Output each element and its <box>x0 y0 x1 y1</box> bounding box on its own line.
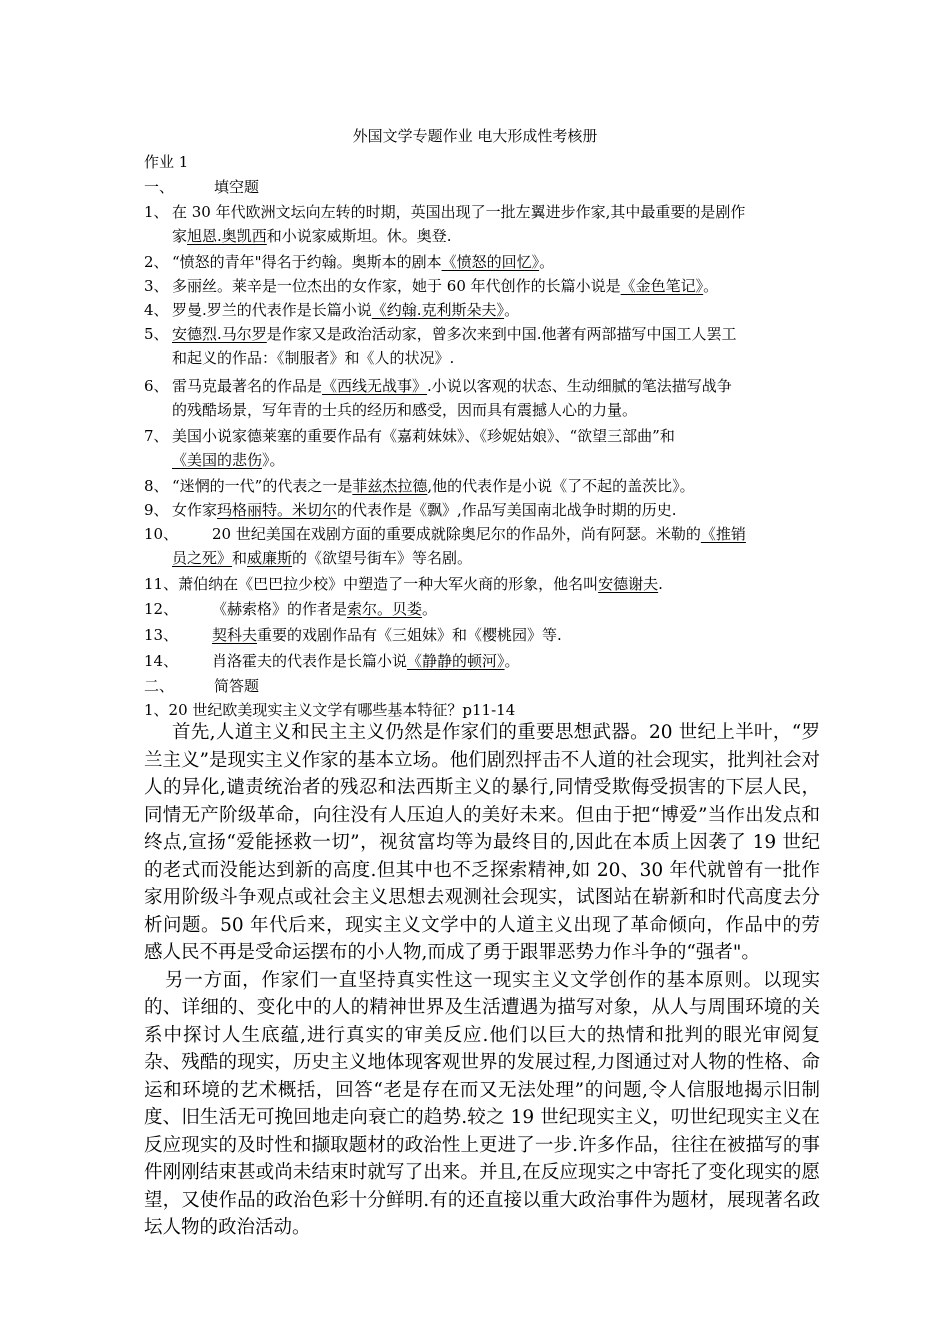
section-heading-short-answer <box>144 674 259 698</box>
question-12 <box>144 597 814 621</box>
section-label: 简答题 <box>214 677 260 695</box>
question-text: 多丽丝。莱辛是一位杰出的女作家，她于 60 年代创作的长篇小说是 <box>172 277 621 295</box>
question-text: 肖洛霍夫的代表作是长篇小说 <box>212 652 408 670</box>
question-1 <box>144 200 814 248</box>
answer-blank: 安德谢夫 <box>598 575 659 593</box>
question-text: “迷惘的一代”的代表之一是 <box>172 477 353 495</box>
question-13 <box>144 623 814 647</box>
question-number: 2、 <box>144 253 169 271</box>
answer-blank: 契科夫 <box>212 626 258 644</box>
question-6 <box>144 374 814 422</box>
answer-blank: 《金色笔记》 <box>620 277 704 295</box>
answer-blank: 旭恩.奥凯西 <box>187 227 267 245</box>
question-number: 4、 <box>144 301 169 319</box>
question-text: 》。 <box>262 451 285 469</box>
question-text: 《赫索格》的作者是 <box>212 600 348 618</box>
question-number: 7、 <box>144 427 169 445</box>
answer-blank: 菲兹杰拉德 <box>352 477 428 495</box>
answer-blank: 《推销 <box>700 525 746 543</box>
question-number: 6、 <box>144 377 169 395</box>
question-text: 和 <box>232 549 248 567</box>
question-number: 13、 <box>144 626 179 644</box>
question-5 <box>144 322 814 370</box>
question-11 <box>144 572 663 596</box>
question-text: . <box>658 575 663 593</box>
question-9 <box>144 498 814 522</box>
page-title: 外国文学专题作业 电大形成性考核册 <box>352 127 598 145</box>
question-number: 10、 <box>144 525 179 543</box>
answer-blank: 索尔。贝娄 <box>347 600 423 618</box>
question-number: 1、 <box>144 203 169 221</box>
question-text: 是作家又是政治活动家，曾多次来到中国.他著有两部描写中国工人罢工 <box>266 325 737 343</box>
question-number: 5、 <box>144 325 169 343</box>
answer-blank: 《静静的顿河》 <box>407 652 505 670</box>
question-text: 20 世纪美国在戏剧方面的重要成就除奥尼尔的作品外，尚有阿瑟。米勒的 <box>212 525 701 543</box>
question-number: 3、 <box>144 277 169 295</box>
question-number: 8、 <box>144 477 169 495</box>
question-text: 在 30 年代欧洲文坛向左转的时期，英国出现了一批左翼进步作家,其中最重要的是剧作 <box>172 203 746 221</box>
answer-blank: 《西线无战事》 <box>322 377 428 395</box>
answer-blank: 玛格丽特。米切尔 <box>217 501 338 519</box>
question-text: 女作家 <box>172 501 218 519</box>
question-text: .小说以客观的状态、生动细腻的笔法描写战争 <box>427 377 732 395</box>
question-text: 和小说家威斯坦。休。奥登. <box>266 227 452 245</box>
section-label: 填空题 <box>214 178 260 196</box>
answer-blank: 安德烈.马尔罗 <box>172 325 267 343</box>
question-text: “愤怒的青年"得名于约翰。奥斯本的剧本 <box>172 253 442 271</box>
answer-body <box>144 719 820 1242</box>
question-text: 和起义的作品：《制服者》和《人的状况》. <box>172 349 455 367</box>
answer-blank: 《约翰.克利斯朵夫》 <box>371 301 505 319</box>
question-10 <box>144 522 814 570</box>
answer-blank: 《美国的悲伤 <box>172 451 263 469</box>
answer-blank: 《愤怒的回忆》 <box>441 253 540 271</box>
question-text: 。 <box>504 301 520 319</box>
question-text: 的残酷场景，写年青的士兵的经历和感受，因而具有震撼人心的力量。 <box>172 401 638 419</box>
section-number: 一、 <box>144 178 175 196</box>
question-2 <box>144 250 814 274</box>
question-text: 的代表作是《飘》,作品写美国南北战争时期的历史. <box>337 501 677 519</box>
section-number: 二、 <box>144 677 175 695</box>
answer-blank: 威廉斯 <box>247 549 293 567</box>
section-heading-fill-blank <box>144 175 259 199</box>
question-text: 的《欲望号街车》等名剧。 <box>292 549 473 567</box>
question-text: 。 <box>422 600 438 618</box>
question-8 <box>144 474 814 498</box>
question-text: 。 <box>504 652 520 670</box>
answer-paragraph-2: 另一方面，作家们一直坚持真实性这一现实主义文学创作的基本原则。以现实的、详细的、变化中的人的精神世界及生活遭遇为描写对象，从人与周围环境的关系中探讨人生底蕴,进行真实的审美反应.他们以巨大的热情和批判的眼光审阅复杂、残酷的现实，历史主义地体现客观世界的发展过程,力图通过对人物的性格、命运和环境的艺术概括，回答“老是存在而又无法处理”的问题,令人信服地揭示旧制度、旧生活无可挽回地走向衰亡的趋势.较之 19 世纪现实主义，叨世纪现实主义在反应现实的及时性和撷取题材的政治性上更进了一步.许多作品，往往在被描写的事件刚刚结束甚或尚未结束时就写了出来。并且,在反应现实之中寄托了变化现实的愿望，又使作品的政治色彩十分鲜明.有的还直接以重大政治事件为题材，展现著名政坛人物的政治活动。 <box>144 969 820 1238</box>
question-number: 9、 <box>144 501 169 519</box>
question-text: 萧伯纳在《巴巴拉少校》中塑造了一种大军火商的形象，他名叫 <box>178 575 599 593</box>
question-4 <box>144 298 814 322</box>
question-text: 美国小说家德莱塞的重要作品有《嘉莉妹妹》、《珍妮姑娘》、“欲望三部曲”和 <box>172 427 675 445</box>
question-text: 重要的戏剧作品有《三姐妹》和《樱桃园》等. <box>257 626 562 644</box>
question-text: 雷马克最著名的作品是 <box>172 377 323 395</box>
short-question-1: 1、20 世纪欧美现实主义文学有哪些基本特征？p11-14 <box>144 701 516 719</box>
answer-blank: 员之死》 <box>172 549 233 567</box>
question-number: 14、 <box>144 652 179 670</box>
question-text: 。 <box>539 253 555 271</box>
question-text: ,他的代表作是小说《了不起的盖茨比》。 <box>427 477 695 495</box>
question-number: 11、 <box>144 575 179 593</box>
question-14 <box>144 649 814 673</box>
question-text: 罗曼.罗兰的代表作是长篇小说 <box>172 301 372 319</box>
question-number: 12、 <box>144 600 179 618</box>
assignment-heading: 作业 1 <box>144 153 189 171</box>
question-text: 。 <box>703 277 719 295</box>
answer-paragraph-1: 首先,人道主义和民主主义仍然是作家们的重要思想武器。20 世纪上半叶，“罗兰主义”是现实主义作家的基本立场。他们剧烈抨击不人道的社会现实，批判社会对人的异化,谴责统治者的残忍和法西斯主义的暴行,同情受欺侮受损害的下层人民，同情无产阶级革命，向往没有人压迫人的美好未来。但由于把“博爱”当作出发点和终点,宣扬“爱能拯救一切”，视贫富均等为最终目的,因此在本质上因袭了 19 世纪的老式而没能达到新的高度.但其中也不乏探索精神,如 20、30 年代就曾有一批作家用阶级斗争观点或社会主义思想去观测社会现实，试图站在崭新和时代高度去分析问题。50 年代后来，现实主义文学中的人道主义出现了革命倾向，作品中的劳感人民不再是受命运摆布的小人物,而成了勇于跟罪恶势力作斗争的“强者"。 <box>144 722 820 963</box>
question-3 <box>144 274 814 298</box>
question-7 <box>144 424 814 472</box>
question-text: 家 <box>172 227 188 245</box>
